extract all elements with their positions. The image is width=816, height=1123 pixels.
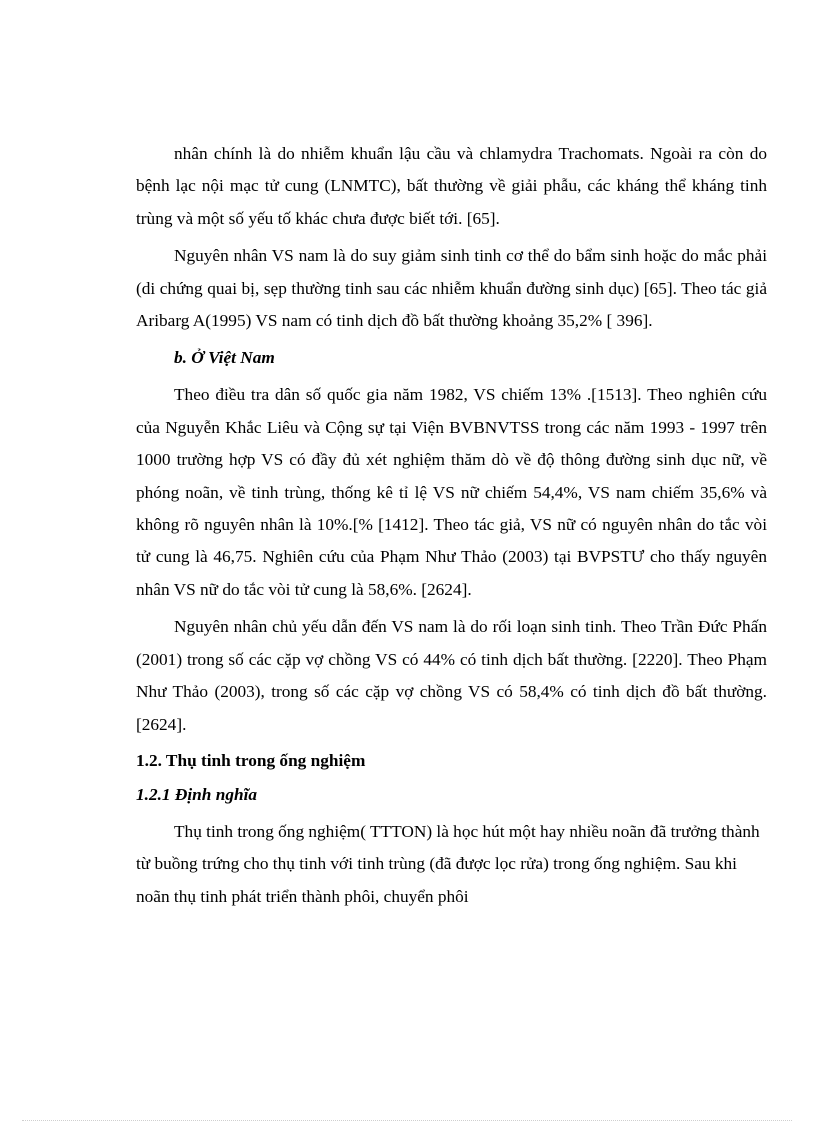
- subsection-heading-definition: 1.2.1 Định nghĩa: [136, 784, 258, 804]
- paragraph-female-causes-continued: nhân chính là do nhiễm khuẩn lậu cầu và chlamydra Trachomats. Ngoài ra còn do bệnh lạc nội mạc tử cung (LNMTC), bất thường về giải phẫu, các kháng thể kháng tinh trùng và một số yếu tố khác chưa được biết tới. [65].: [136, 144, 767, 228]
- paragraph-male-infertility-causes: Nguyên nhân VS nam là do suy giảm sinh tinh cơ thể do bẩm sinh hoặc do mắc phải (di chứng quai bị, sẹp thường tinh sau các nhiễm khuẩn đường sinh dục) [65]. Theo tác giả Aribarg A(1995) VS nam có tinh dịch đồ bất thường khoảng 35,2% [ 396].: [136, 246, 767, 331]
- page-bottom-divider: [22, 1120, 792, 1121]
- paragraph-vietnam-statistics: Theo điều tra dân số quốc gia năm 1982, VS chiếm 13% .[1513]. Theo nghiên cứu của Nguyễn Khắc Liêu và Cộng sự tại Viện BVBNVTSS trong các năm 1993 - 1997 trên 1000 trường hợp VS có đầy đủ xét nghiệm thăm dò về độ thông đường sinh dục nữ, về phóng noãn, về tinh trùng, thống kê tỉ lệ VS nữ chiếm 54,4%, VS nam chiếm 35,6% và không rõ nguyên nhân là 10%.[% [1412]. Theo tác giả, VS nữ có nguyên nhân do tắc vòi tử cung là 46,75. Nghiên cứu của Phạm Như Thảo (2003) tại BVPSTƯ cho thấy nguyên nhân VS nữ do tắc vòi tử cung là 58,6%. [2624].: [136, 385, 767, 599]
- page-content: [136, 138, 767, 918]
- paragraph-male-causes-vietnam: Nguyên nhân chủ yếu dẫn đến VS nam là do rối loạn sinh tinh. Theo Trần Đức Phấn (2001) trong số các cặp vợ chồng VS có 44% có tinh dịch bất thường. [2220]. Theo Phạm Như Thảo (2003), trong số các cặp vợ chồng VS có 58,4% có tinh dịch đồ bất thường. [2624].: [136, 617, 767, 734]
- section-heading-ivf: 1.2. Thụ tinh trong ống nghiệm: [136, 750, 366, 770]
- subheading-vietnam: b. Ở Việt Nam: [174, 348, 275, 368]
- paragraph-ivf-definition: Thụ tinh trong ống nghiệm( TTTON) là học hút một hay nhiều noãn đã trưởng thành từ buồng trứng cho thụ tinh với tinh trùng (đã được lọc rửa) trong ống nghiệm. Sau khi noãn thụ tinh phát triển thành phôi, chuyển phôi: [136, 821, 760, 906]
